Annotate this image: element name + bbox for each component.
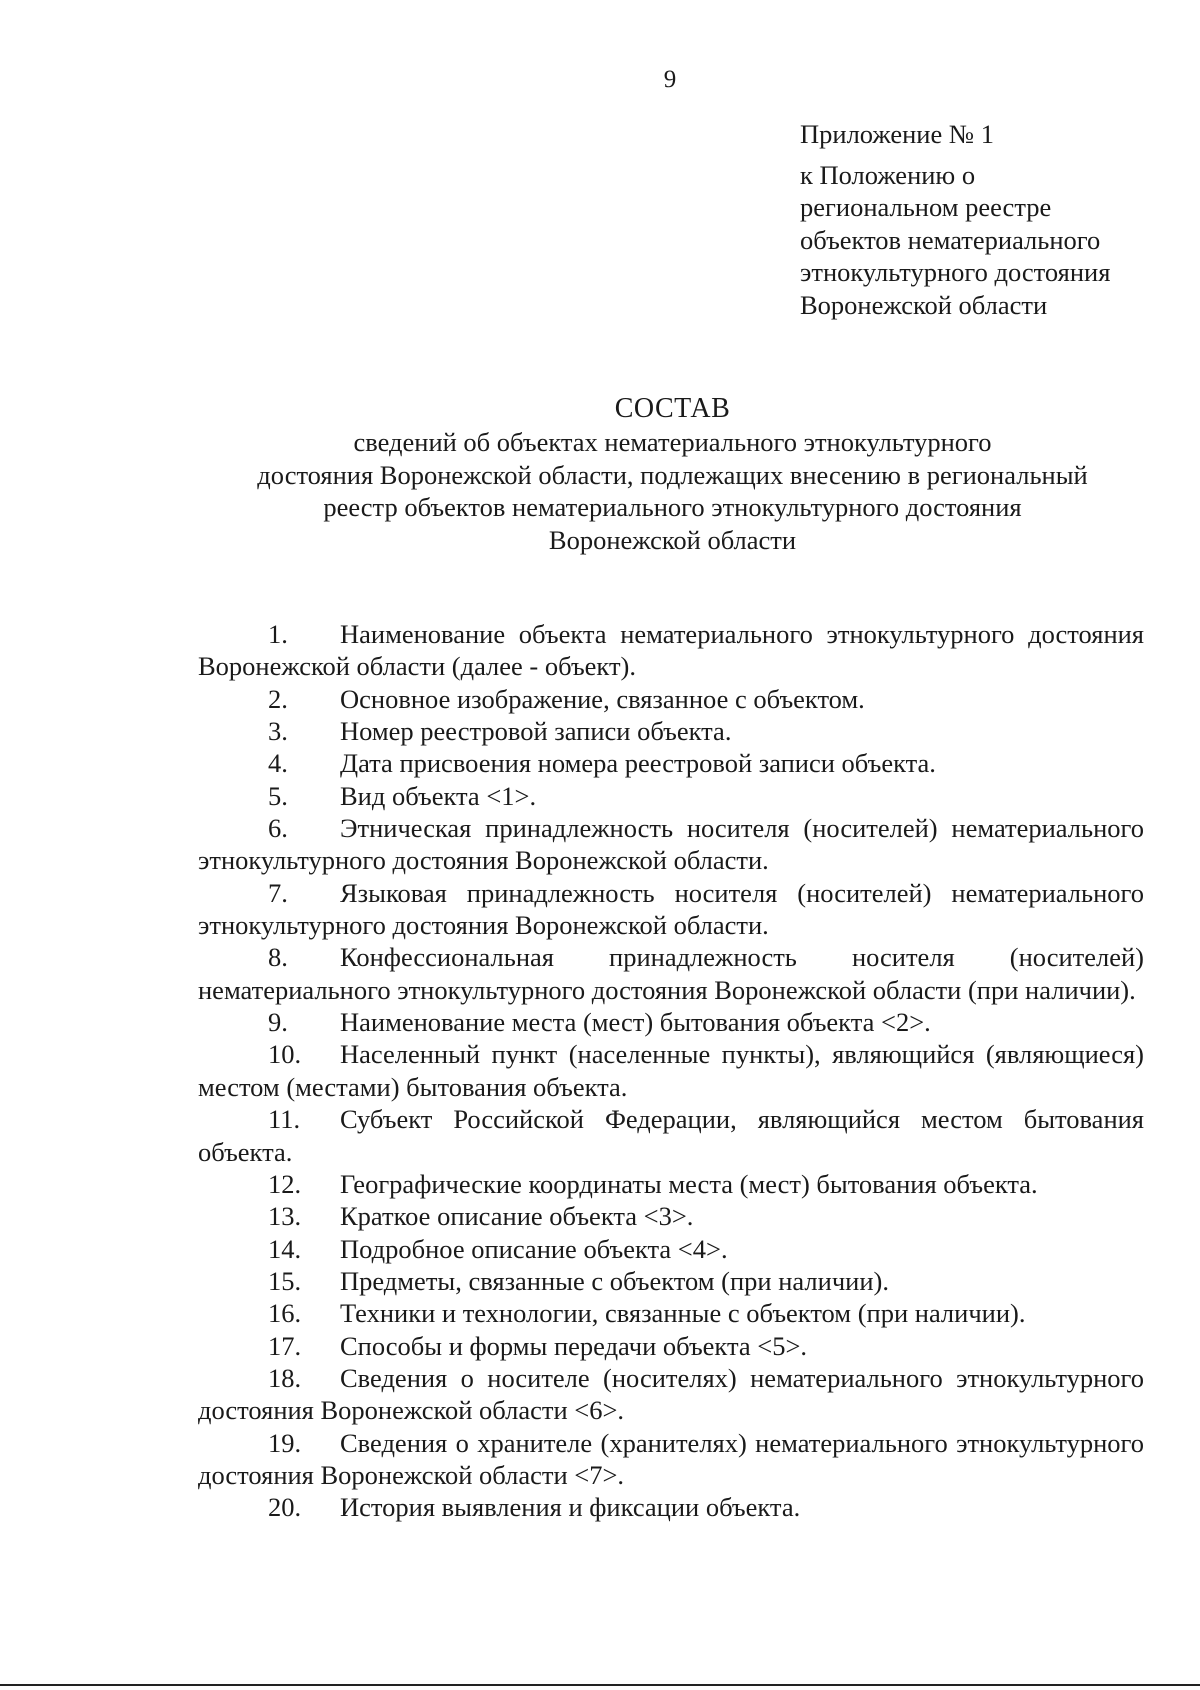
list-item (198, 618, 1144, 683)
list-item (198, 1006, 1144, 1038)
item-text: Дата присвоения номера реестровой записи объекта. (340, 748, 936, 779)
item-text: Основное изображение, связанное с объектом. (340, 683, 865, 714)
item-text: Подробное описание объекта <4>. (340, 1233, 728, 1264)
items-list (198, 618, 1144, 1524)
page-number: 9 (663, 66, 677, 93)
item-number: 16. (268, 1298, 302, 1329)
item-number: 8. (268, 942, 288, 973)
list-item (198, 1491, 1144, 1523)
item-text: Вид объекта <1>. (340, 780, 537, 811)
list-item (198, 812, 1144, 877)
document-title: СОСТАВ (614, 393, 731, 424)
list-item (198, 1038, 1144, 1103)
appendix-line: Воронежской области (800, 289, 1048, 320)
list-item (198, 941, 1144, 1006)
appendix-block (800, 118, 1110, 321)
item-number: 15. (268, 1265, 302, 1296)
item-text: Наименование места (мест) бытования объекта <2>. (340, 1007, 931, 1038)
heading-subtitle-line: Воронежской области (548, 524, 797, 555)
item-text: Субъект Российской Федерации, являющийся местом бытования объекта. (198, 1104, 1144, 1167)
list-item (198, 1330, 1144, 1362)
item-number: 5. (268, 780, 288, 811)
item-number: 1. (268, 619, 288, 649)
item-number: 11. (268, 1104, 301, 1135)
item-text: Номер реестровой записи объекта. (340, 716, 732, 747)
list-item (198, 780, 1144, 812)
item-number: 2. (268, 683, 288, 714)
item-text: Языковая принадлежность носителя (носителей) нематериального этнокультурного достояния Воронежской области. (198, 877, 1144, 941)
heading-subtitle-line: реестр объектов нематериального этнокультурного достояния (323, 492, 1022, 522)
item-text: Наименование объекта нематериального этнокультурного достояния Воронежской области (далее - объект). (198, 619, 1144, 682)
list-item (198, 1427, 1144, 1492)
item-number: 4. (268, 748, 288, 779)
item-text: Способы и формы передачи объекта <5>. (340, 1330, 808, 1361)
item-number: 13. (268, 1201, 302, 1232)
item-text: Географические координаты места (мест) бытования объекта. (340, 1168, 1038, 1199)
document-heading (200, 392, 1145, 556)
list-item (198, 1233, 1144, 1265)
list-item (198, 1200, 1144, 1232)
item-number: 20. (268, 1492, 302, 1523)
list-item (198, 1265, 1144, 1297)
list-item (198, 1168, 1144, 1200)
list-item (198, 715, 1144, 747)
item-number: 3. (268, 716, 288, 747)
item-text: История выявления и фиксации объекта. (340, 1492, 801, 1523)
item-text: Предметы, связанные с объектом (при наличии). (340, 1265, 889, 1296)
page-bottom-rule (0, 1684, 1200, 1686)
item-number: 9. (268, 1007, 288, 1038)
item-text: Краткое описание объекта <3>. (340, 1201, 694, 1232)
item-number: 18. (268, 1362, 302, 1393)
item-number: 14. (268, 1233, 302, 1264)
item-number: 6. (268, 813, 288, 844)
list-item (198, 1103, 1144, 1168)
item-text: Сведения о хранителе (хранителях) нематериального этнокультурного достояния Воронежской области <7>. (198, 1427, 1144, 1490)
item-number: 12. (268, 1168, 302, 1199)
item-text: Техники и технологии, связанные с объектом (при наличии). (340, 1298, 1026, 1329)
list-item (198, 1297, 1144, 1329)
item-text: Сведения о носителе (носителях) нематериального этнокультурного достояния Воронежской области <6>. (198, 1362, 1144, 1426)
heading-subtitle-line: сведений об объектах нематериального этнокультурного (353, 427, 992, 457)
appendix-line: объектов нематериального (800, 224, 1101, 255)
appendix-line: этнокультурного достояния (800, 257, 1111, 287)
item-number: 7. (268, 877, 288, 908)
item-number: 19. (268, 1427, 302, 1458)
appendix-line: региональном реестре (800, 192, 1052, 222)
item-text: Населенный пункт (населенные пункты), являющийся (являющиеся) местом (местами) бытования объекта. (198, 1039, 1144, 1102)
item-number: 10. (268, 1039, 302, 1070)
list-item (198, 747, 1144, 779)
heading-subtitle-line: достояния Воронежской области, подлежащих внесению в региональный (257, 459, 1088, 490)
item-number: 17. (268, 1330, 302, 1361)
list-item (198, 683, 1144, 715)
item-text: Конфессиональная принадлежность носителя (носителей) нематериального этнокультурного достояния Воронежской области (при наличии). (198, 942, 1144, 1005)
appendix-line: к Положению о (800, 159, 976, 190)
list-item (198, 877, 1144, 942)
appendix-label: Приложение № 1 (800, 119, 995, 149)
list-item (198, 1362, 1144, 1427)
item-text: Этническая принадлежность носителя (носителей) нематериального этнокультурного достояния Воронежской области. (198, 813, 1144, 876)
